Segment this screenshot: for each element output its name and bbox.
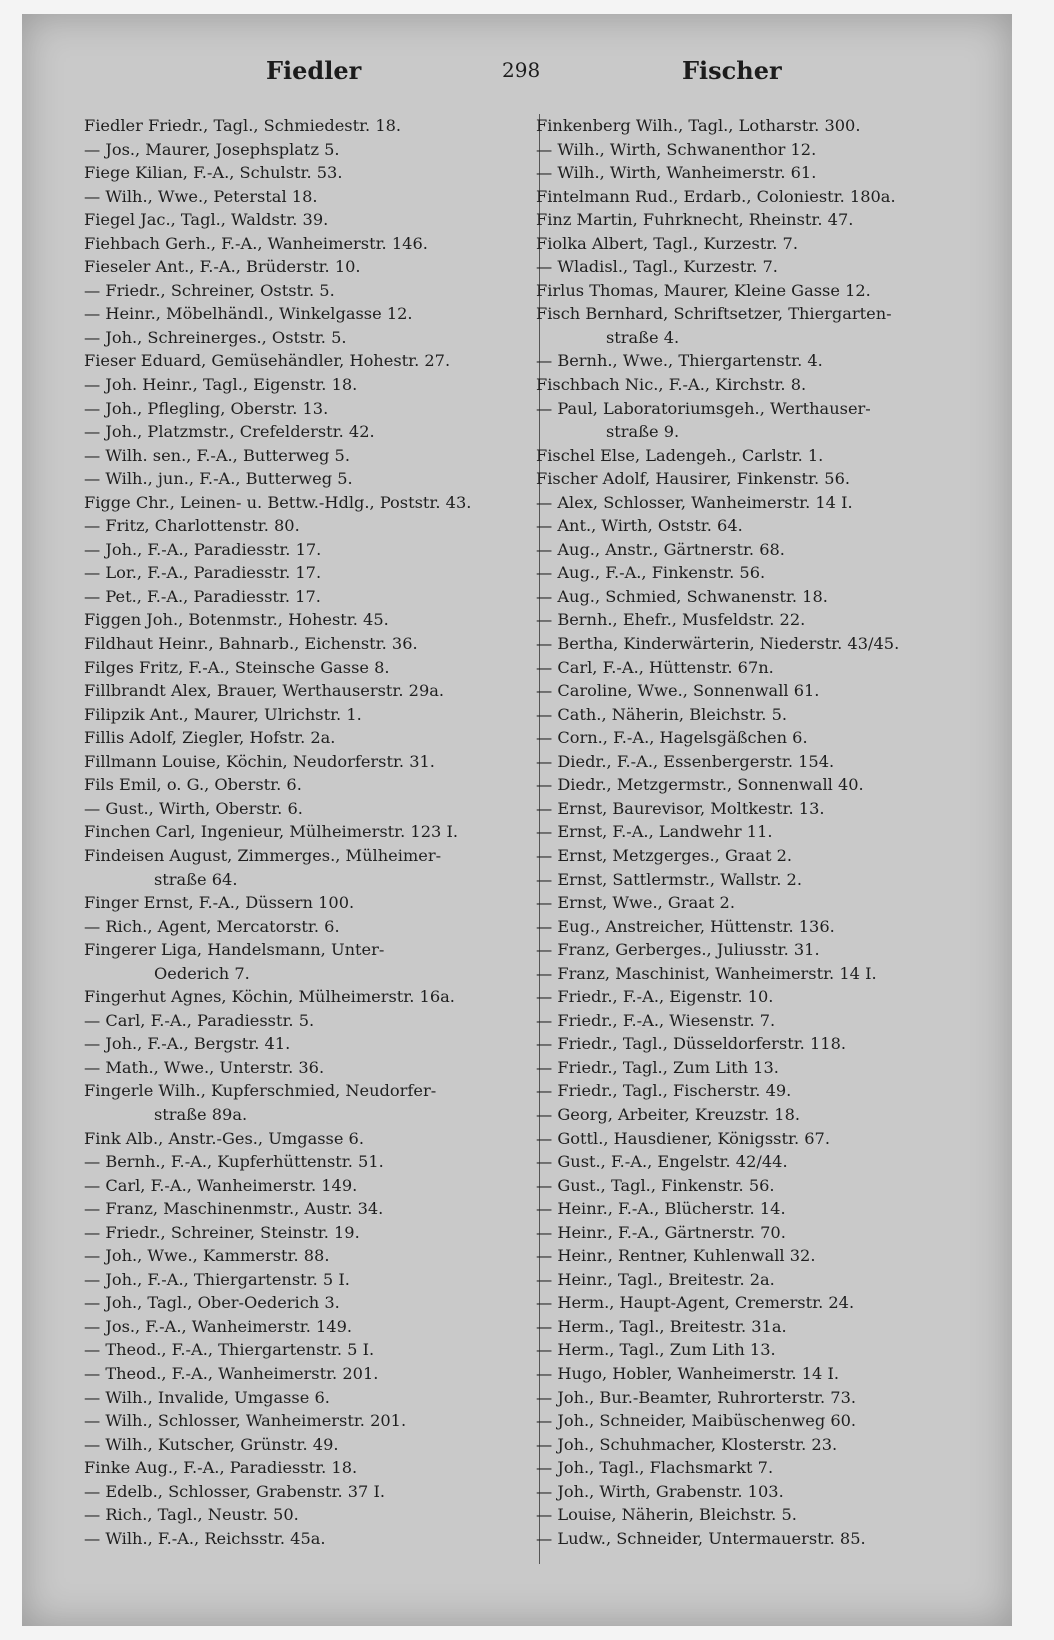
directory-entry: — Ernst, Sattlermstr., Wallstr. 2. <box>536 869 802 889</box>
directory-entry: — Herm., Tagl., Zum Lith 13. <box>536 1340 776 1360</box>
directory-entry: — Georg, Arbeiter, Kreuzstr. 18. <box>536 1104 801 1124</box>
directory-entry: Fillbrandt Alex, Brauer, Werthauserstr. 29a. <box>84 681 445 701</box>
directory-entry: — Joh., F.-A., Thiergartenstr. 5 I. <box>84 1269 350 1289</box>
directory-entry: — Friedr., F.-A., Eigenstr. 10. <box>536 987 774 1007</box>
left-column <box>84 114 504 1550</box>
directory-entry: — Paul, Laboratoriumsgeh., Werthauser- <box>536 398 871 418</box>
directory-entry: Fintelmann Rud., Erdarb., Coloniestr. 180a. <box>536 186 896 206</box>
directory-entry: Fischbach Nic., F.-A., Kirchstr. 8. <box>536 375 807 395</box>
directory-entry: — Joh. Heinr., Tagl., Eigenstr. 18. <box>84 375 358 395</box>
directory-entry: — Aug., Anstr., Gärtnerstr. 68. <box>536 539 785 559</box>
directory-entry: Fischer Adolf, Hausirer, Finkenstr. 56. <box>536 469 851 489</box>
directory-entry: — Lor., F.-A., Paradiesstr. 17. <box>84 563 322 583</box>
directory-entry: — Friedr., Tagl., Düsseldorferstr. 118. <box>536 1034 847 1054</box>
directory-entry: — Carl, F.-A., Paradiesstr. 5. <box>84 1010 315 1030</box>
directory-entry: Finger Ernst, F.-A., Düssern 100. <box>84 893 355 913</box>
directory-entry: Oederich 7. <box>154 963 250 983</box>
directory-entry: — Edelb., Schlosser, Grabenstr. 37 I. <box>84 1481 386 1501</box>
directory-entry: Fiegel Jac., Tagl., Waldstr. 39. <box>84 210 329 230</box>
directory-entry: — Ernst, Metzgerges., Graat 2. <box>536 845 793 865</box>
directory-entry: — Hugo, Hobler, Wanheimerstr. 14 I. <box>536 1363 840 1383</box>
directory-entry: — Ant., Wirth, Oststr. 64. <box>536 516 743 536</box>
directory-entry: — Wilh., jun., F.-A., Butterweg 5. <box>84 469 353 489</box>
directory-entry: — Joh., F.-A., Bergstr. 41. <box>84 1034 291 1054</box>
directory-entry: — Ernst, Baurevisor, Moltkestr. 13. <box>536 798 825 818</box>
directory-entry: — Joh., Wwe., Kammerstr. 88. <box>84 1246 330 1266</box>
directory-entry: — Herm., Haupt-Agent, Cremerstr. 24. <box>536 1293 855 1313</box>
directory-entry: Fillmann Louise, Köchin, Neudorferstr. 31. <box>84 751 435 771</box>
directory-entry: straße 89a. <box>154 1104 248 1124</box>
directory-entry: — Aug., F.-A., Finkenstr. 56. <box>536 563 766 583</box>
directory-entry: — Corn., F.-A., Hagelsgäßchen 6. <box>536 728 808 748</box>
directory-entry: — Gust., F.-A., Engelstr. 42/44. <box>536 1152 788 1172</box>
directory-entry: — Heinr., F.-A., Blücherstr. 14. <box>536 1199 786 1219</box>
directory-entry: — Jos., Maurer, Josephsplatz 5. <box>84 139 340 159</box>
directory-entry: Fildhaut Heinr., Bahnarb., Eichenstr. 36. <box>84 634 418 654</box>
directory-page <box>22 14 1012 1626</box>
directory-entry: — Louise, Näherin, Bleichstr. 5. <box>536 1505 797 1525</box>
directory-entry: — Cath., Näherin, Bleichstr. 5. <box>536 704 788 724</box>
directory-entry: — Franz, Maschinist, Wanheimerstr. 14 I. <box>536 963 877 983</box>
directory-entry: — Franz, Maschinenmstr., Austr. 34. <box>84 1199 384 1219</box>
directory-entry: — Caroline, Wwe., Sonnenwall 61. <box>536 681 820 701</box>
directory-entry: Finchen Carl, Ingenieur, Mülheimerstr. 123 I. <box>84 822 459 842</box>
directory-entry: Fingerhut Agnes, Köchin, Mülheimerstr. 16a. <box>84 987 455 1007</box>
directory-entry: — Wladisl., Tagl., Kurzestr. 7. <box>536 257 778 277</box>
directory-entry: — Herm., Tagl., Breitestr. 31a. <box>536 1316 787 1336</box>
directory-entry: Filipzik Ant., Maurer, Ulrichstr. 1. <box>84 704 362 724</box>
directory-entry: — Theod., F.-A., Wanheimerstr. 201. <box>84 1363 379 1383</box>
directory-entry: Fiolka Albert, Tagl., Kurzestr. 7. <box>536 233 798 253</box>
directory-entry: — Bernh., Ehefr., Musfeldstr. 22. <box>536 610 806 630</box>
header-left-name: Fiedler <box>266 56 362 85</box>
directory-entry: Fiedler Friedr., Tagl., Schmiedestr. 18. <box>84 116 402 135</box>
directory-entry: — Ernst, Wwe., Graat 2. <box>536 893 735 913</box>
directory-entry: — Wilh. sen., F.-A., Butterweg 5. <box>84 445 350 465</box>
directory-entry: — Bertha, Kinderwärterin, Niederstr. 43/45. <box>536 634 900 654</box>
directory-entry: — Wilh., Wwe., Peterstal 18. <box>84 186 318 206</box>
header-right-name: Fischer <box>682 56 782 85</box>
directory-entry: — Gust., Wirth, Oberstr. 6. <box>84 798 303 818</box>
directory-entry: — Alex, Schlosser, Wanheimerstr. 14 I. <box>536 492 853 512</box>
directory-entry: Figgen Joh., Botenmstr., Hohestr. 45. <box>84 610 389 630</box>
directory-entry: — Wilh., F.-A., Reichsstr. 45a. <box>84 1528 326 1548</box>
directory-entry: Finke Aug., F.-A., Paradiesstr. 18. <box>84 1458 358 1478</box>
directory-entry: — Pet., F.-A., Paradiesstr. 17. <box>84 586 321 606</box>
directory-entry: — Jos., F.-A., Wanheimerstr. 149. <box>84 1316 353 1336</box>
directory-entry: — Gust., Tagl., Finkenstr. 56. <box>536 1175 775 1195</box>
directory-entry: — Aug., Schmied, Schwanenstr. 18. <box>536 586 828 606</box>
directory-entry: Fiehbach Gerh., F.-A., Wanheimerstr. 146. <box>84 233 428 253</box>
directory-entry: — Heinr., Rentner, Kuhlenwall 32. <box>536 1246 816 1266</box>
directory-entry: — Friedr., Tagl., Zum Lith 13. <box>536 1057 779 1077</box>
directory-entry: Fiege Kilian, F.-A., Schulstr. 53. <box>84 163 343 183</box>
directory-entry: — Wilh., Invalide, Umgasse 6. <box>84 1387 330 1407</box>
directory-entry: Finkenberg Wilh., Tagl., Lotharstr. 300. <box>536 116 861 135</box>
directory-entry: Filges Fritz, F.-A., Steinsche Gasse 8. <box>84 657 390 677</box>
directory-entry: — Theod., F.-A., Thiergartenstr. 5 I. <box>84 1340 375 1360</box>
directory-entry: — Friedr., Schreiner, Steinstr. 19. <box>84 1222 360 1242</box>
directory-entry: Finz Martin, Fuhrknecht, Rheinstr. 47. <box>536 210 854 230</box>
directory-entry: Fingerer Liga, Handelsmann, Unter- <box>84 940 385 960</box>
directory-entry: — Diedr., Metzgermstr., Sonnenwall 40. <box>536 775 864 795</box>
directory-entry: Fils Emil, o. G., Oberstr. 6. <box>84 775 302 795</box>
directory-entry: — Joh., Pflegling, Oberstr. 13. <box>84 398 329 418</box>
directory-entry: — Wilh., Schlosser, Wanheimerstr. 201. <box>84 1411 407 1431</box>
directory-entry: — Joh., Tagl., Ober-Oederich 3. <box>84 1293 340 1313</box>
directory-entry: Fisch Bernhard, Schriftsetzer, Thiergarten- <box>536 304 892 324</box>
right-column <box>536 114 956 1550</box>
directory-entry: Fischel Else, Ladengeh., Carlstr. 1. <box>536 445 824 465</box>
page-number: 298 <box>502 58 541 82</box>
directory-entry: — Math., Wwe., Unterstr. 36. <box>84 1057 325 1077</box>
directory-entry: — Ernst, F.-A., Landwehr 11. <box>536 822 773 842</box>
directory-entry: — Joh., Bur.-Beamter, Ruhrorterstr. 73. <box>536 1387 857 1407</box>
directory-entry: — Joh., Schreinerges., Oststr. 5. <box>84 327 347 347</box>
directory-entry: Findeisen August, Zimmerges., Mülheimer- <box>84 845 442 865</box>
directory-entry: Fieser Eduard, Gemüsehändler, Hohestr. 27. <box>84 351 451 371</box>
directory-entry: — Franz, Gerberges., Juliusstr. 31. <box>536 940 820 960</box>
directory-entry: — Carl, F.-A., Wanheimerstr. 149. <box>84 1175 358 1195</box>
directory-entry: — Friedr., Tagl., Fischerstr. 49. <box>536 1081 792 1101</box>
directory-entry: — Joh., Platzmstr., Crefelderstr. 42. <box>84 422 375 442</box>
directory-entry: — Friedr., F.-A., Wiesenstr. 7. <box>536 1010 776 1030</box>
directory-entry: — Joh., Schneider, Maibüschenweg 60. <box>536 1411 857 1431</box>
directory-entry: — Wilh., Kutscher, Grünstr. 49. <box>84 1434 339 1454</box>
directory-entry: — Carl, F.-A., Hüttenstr. 67n. <box>536 657 774 677</box>
directory-entry: — Heinr., Möbelhändl., Winkelgasse 12. <box>84 304 413 324</box>
directory-entry: — Heinr., Tagl., Breitestr. 2a. <box>536 1269 775 1289</box>
directory-entry: — Bernh., F.-A., Kupferhüttenstr. 51. <box>84 1152 384 1172</box>
directory-entry: straße 4. <box>606 327 680 347</box>
directory-entry: Fieseler Ant., F.-A., Brüderstr. 10. <box>84 257 361 277</box>
directory-entry: Fingerle Wilh., Kupferschmied, Neudorfer- <box>84 1081 437 1101</box>
directory-entry: — Joh., Tagl., Flachsmarkt 7. <box>536 1458 774 1478</box>
directory-entry: — Joh., F.-A., Paradiesstr. 17. <box>84 539 322 559</box>
directory-entry: — Fritz, Charlottenstr. 80. <box>84 516 300 536</box>
directory-entry: — Heinr., F.-A., Gärtnerstr. 70. <box>536 1222 786 1242</box>
directory-entry: — Rich., Tagl., Neustr. 50. <box>84 1505 299 1525</box>
directory-entry: — Joh., Schuhmacher, Klosterstr. 23. <box>536 1434 838 1454</box>
directory-entry: — Gottl., Hausdiener, Königsstr. 67. <box>536 1128 830 1148</box>
directory-entry: — Joh., Wirth, Grabenstr. 103. <box>536 1481 784 1501</box>
directory-entry: Firlus Thomas, Maurer, Kleine Gasse 12. <box>536 280 871 300</box>
directory-entry: Figge Chr., Leinen- u. Bettw.-Hdlg., Poststr. 43. <box>84 492 472 512</box>
directory-entry: — Ludw., Schneider, Untermauerstr. 85. <box>536 1528 866 1548</box>
page-header <box>22 56 1012 96</box>
directory-entry: — Rich., Agent, Mercatorstr. 6. <box>84 916 340 936</box>
directory-entry: — Wilh., Wirth, Wanheimerstr. 61. <box>536 163 817 183</box>
directory-entry: straße 64. <box>154 869 238 889</box>
directory-entry: Fink Alb., Anstr.-Ges., Umgasse 6. <box>84 1128 364 1148</box>
directory-entry: — Wilh., Wirth, Schwanenthor 12. <box>536 139 817 159</box>
directory-entry: Fillis Adolf, Ziegler, Hofstr. 2a. <box>84 728 336 748</box>
directory-entry: — Eug., Anstreicher, Hüttenstr. 136. <box>536 916 835 936</box>
directory-entry: straße 9. <box>606 422 680 442</box>
directory-entry: — Bernh., Wwe., Thiergartenstr. 4. <box>536 351 823 371</box>
directory-entry: — Diedr., F.-A., Essenbergerstr. 154. <box>536 751 835 771</box>
directory-entry: — Friedr., Schreiner, Oststr. 5. <box>84 280 335 300</box>
